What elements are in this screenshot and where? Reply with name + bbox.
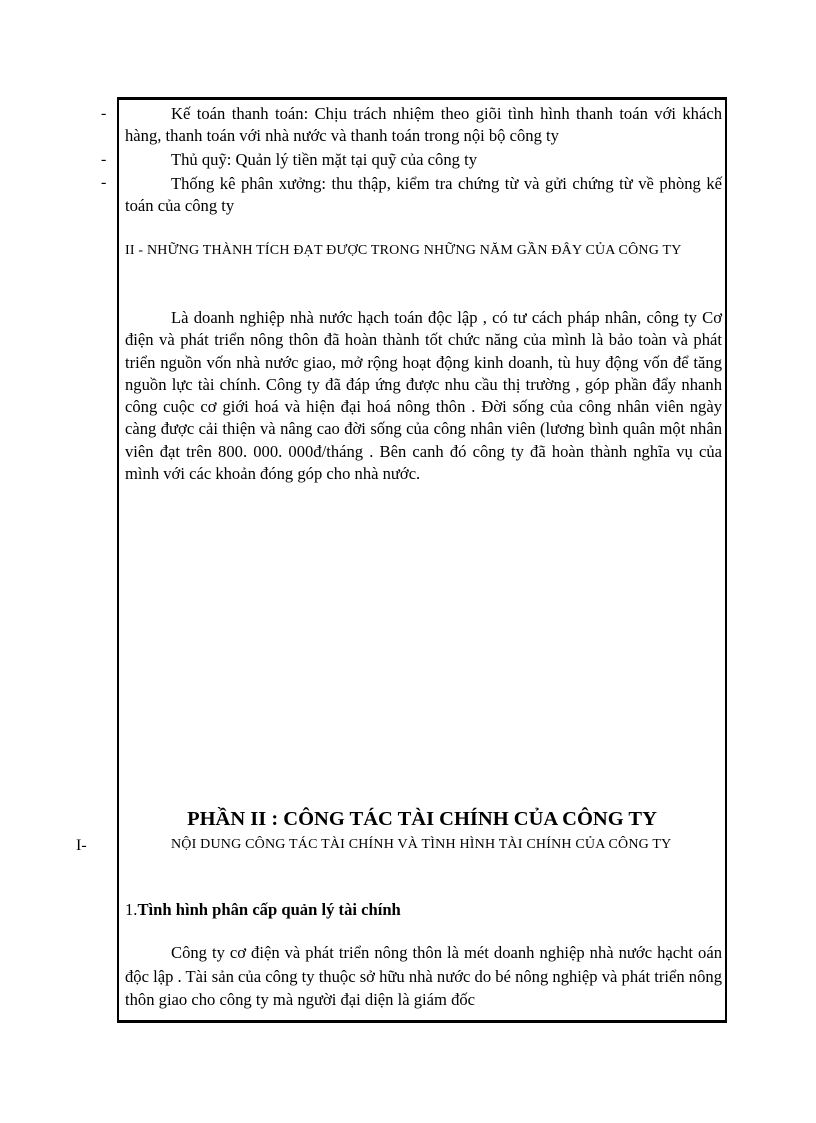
subsection-number: 1. <box>125 900 138 919</box>
subsection-heading <box>125 899 722 921</box>
item-ke-toan-thanh-toan: Kế toán thanh toán: Chịu trách nhiệm theo giõi tình hình thanh toán với khách hàng, thanh toán với nhà nước và thanh toán trong nội bộ công ty <box>125 104 722 145</box>
paragraph-financial-management: Công ty cơ điện và phát triển nông thôn là mét doanh nghiệp nhà nước hạcht oán độc lập . Tài sản của công ty thuộc sở hữu nhà nước do bé nông nghiệp và phát triển nông thôn giao cho công ty mà người đại diện là giám đốc <box>125 943 722 1009</box>
section-heading-financial-work: NỘI DUNG CÔNG TÁC TÀI CHÍNH VÀ TÌNH HÌNH TÀI CHÍNH CỦA CÔNG TY <box>171 837 672 852</box>
paragraph-achievements: Là doanh nghiệp nhà nước hạch toán độc lập , có tư cách pháp nhân, công ty Cơ điện và phát triển nông thôn đã hoàn thành tốt chức năng của mình là bảo toàn và phát triển nguồn vốn nhà nước giao, mở rộng hoạt động kinh doanh, tù huy động vốn để tăng nguồn lực tài chính. Công ty đã đáp ứng được nhu cầu thị trường , góp phần đẩy nhanh công cuộc cơ giới hoá và hiện đại hoá nông thôn . Đời sống của công nhân viên ngày càng được cải thiện và nâng cao đời sống của công nhân viên (lương bình quân một nhân viên đạt trên 800. 000. 000đ/tháng . Bên canh đó công ty đã hoàn thành nghĩa vụ của mình với các khoản đóng góp cho nhà nước. <box>125 308 722 484</box>
bullet-dash: - <box>101 105 107 122</box>
item-thong-ke: Thống kê phân xưởng: thu thập, kiểm tra chứng từ và gửi chứng từ về phòng kế toán của công ty <box>125 174 722 215</box>
page-border-frame <box>117 97 727 1023</box>
roman-numeral-marker: I- <box>76 837 87 854</box>
bullet-dash: - <box>101 151 107 168</box>
section-heading-achievements: II - NHỮNG THÀNH TÍCH ĐẠT ĐƯỢC TRONG NHỮNG NĂM GẦN ĐÂY CỦA CÔNG TY <box>125 243 682 258</box>
subsection-title: Tình hình phân cấp quản lý tài chính <box>137 900 401 919</box>
bullet-dash: - <box>101 174 107 191</box>
item-thu-quy: Thủ quỹ: Quản lý tiền mặt tại quỹ của công ty <box>171 150 477 169</box>
part-title: PHẦN II : CÔNG TÁC TÀI CHÍNH CỦA CÔNG TY <box>187 808 657 830</box>
